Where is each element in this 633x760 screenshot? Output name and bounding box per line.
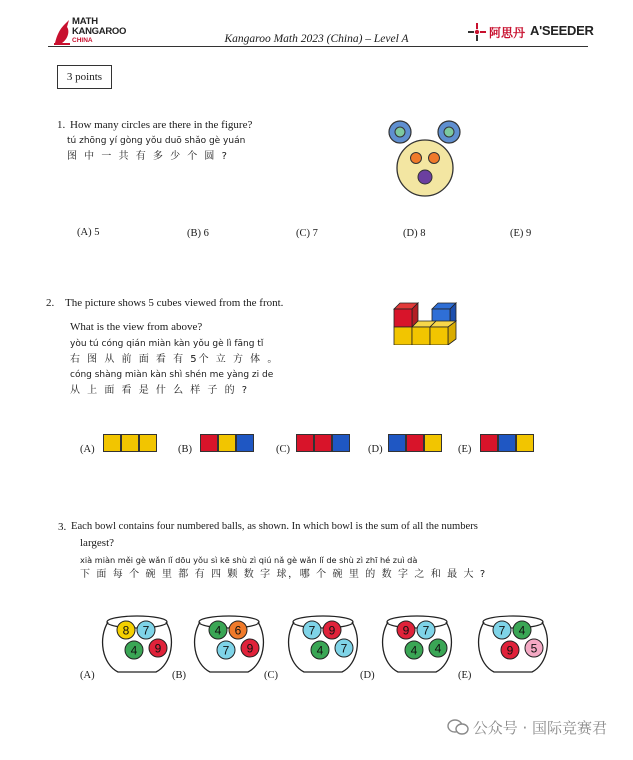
logo-right-cn: 阿思丹: [489, 26, 526, 40]
watermark: [447, 717, 607, 738]
points-label: 3 points: [57, 65, 112, 89]
q1-number: 1.: [57, 119, 66, 131]
q3-option-c-label[interactable]: (C): [264, 670, 278, 681]
mouth-circle: [418, 170, 432, 184]
ball-number: 9: [246, 641, 254, 656]
q2-option-e-strip[interactable]: [480, 434, 534, 452]
q3-option-b-label[interactable]: (B): [172, 670, 186, 681]
ball-number: 7: [498, 623, 506, 638]
q1-option-a[interactable]: (A) 5: [77, 227, 100, 238]
q1-pinyin: tú zhōng yí gòng yǒu duō shǎo gè yuán: [67, 136, 246, 146]
ball-number: 7: [422, 623, 430, 638]
strip-cell: [406, 434, 424, 452]
q3-option-d-label[interactable]: (D): [360, 670, 375, 681]
strip-cell: [332, 434, 350, 452]
ball-number: 4: [410, 643, 418, 658]
strip-cell: [498, 434, 516, 452]
q2-option-d-label[interactable]: (D): [368, 444, 383, 455]
q2-cubes-figure: [392, 301, 462, 345]
strip-cell: [388, 434, 406, 452]
ball-number: 9: [154, 641, 162, 656]
q3-bowl-e[interactable]: [474, 612, 552, 678]
aseeder-logo: [468, 22, 598, 42]
ball-number: 7: [340, 641, 348, 656]
q3-number: 3.: [58, 521, 67, 533]
q2-option-b-strip[interactable]: [200, 434, 254, 452]
ball-number: 4: [518, 623, 526, 638]
ball-number: 7: [142, 623, 150, 638]
q3-pinyin: xià miàn měi gè wǎn lǐ dōu yǒu sì kē shù zì qiú nǎ gè wǎn lǐ de shù zì zhī hé zuì dà: [80, 555, 418, 565]
ball-number: 9: [506, 643, 514, 658]
q3-bowl-c[interactable]: [284, 612, 362, 678]
q1-text: How many circles are there in the figure?: [70, 119, 253, 131]
q1-option-b[interactable]: (B) 6: [187, 228, 209, 239]
strip-cell: [314, 434, 332, 452]
ball-number: 7: [308, 623, 316, 638]
logo-line2: KANGAROO: [72, 26, 127, 37]
q2-hanzi2: 从 上 面 看 是 什 么 样 子 的 ?: [70, 385, 250, 396]
ball-number: 8: [122, 623, 130, 638]
q1-option-c[interactable]: (C) 7: [296, 228, 318, 239]
q1-hanzi: 图 中 一 共 有 多 少 个 圆 ?: [67, 151, 229, 162]
q2-option-a-strip[interactable]: [103, 434, 157, 452]
q1-option-e[interactable]: (E) 9: [510, 228, 532, 239]
logo-line3: CHINA: [72, 37, 93, 44]
right-ear-inner-circle: [444, 127, 454, 137]
strip-cell: [121, 434, 139, 452]
ball-number: 9: [328, 623, 336, 638]
q2-number: 2.: [46, 297, 55, 309]
wechat-icon: [447, 719, 469, 735]
q3-bowl-b[interactable]: [190, 612, 268, 678]
q2-option-b-label[interactable]: (B): [178, 444, 192, 455]
q2-option-c-strip[interactable]: [296, 434, 350, 452]
q2-pinyin1: yòu tú cóng qián miàn kàn yǒu gè lì fāng tǐ: [70, 339, 264, 349]
left-eye-circle: [411, 153, 422, 164]
q3-bowl-d[interactable]: [378, 612, 456, 678]
strip-cell: [296, 434, 314, 452]
top-cube: [394, 303, 418, 327]
strip-cell: [236, 434, 254, 452]
q1-figure: [378, 114, 474, 200]
ball-number: 9: [402, 623, 410, 638]
ball-number: 4: [130, 643, 138, 658]
ball-number: 4: [316, 643, 324, 658]
big-face-circle: [397, 140, 453, 196]
logo-right-en: A'SEEDER: [530, 23, 594, 38]
watermark-text: 公众号 · 国际竞赛君: [472, 719, 607, 737]
q1-option-d[interactable]: (D) 8: [403, 228, 426, 239]
q2-hanzi1: 右 图 从 前 面 看 有 5个 立 方 体 。: [70, 354, 280, 365]
q3-text2: largest?: [80, 537, 115, 549]
strip-cell: [480, 434, 498, 452]
q2-option-d-strip[interactable]: [388, 434, 442, 452]
q3-option-a-label[interactable]: (A): [80, 670, 95, 681]
q3-text: Each bowl contains four numbered balls, as shown. In which bowl is the sum of all the numbers: [71, 521, 478, 532]
strip-cell: [516, 434, 534, 452]
q2-text2: What is the view from above?: [70, 321, 203, 333]
strip-cell: [218, 434, 236, 452]
header-rule: [48, 46, 588, 47]
q2-option-a-label[interactable]: (A): [80, 444, 95, 455]
q2-option-c-label[interactable]: (C): [276, 444, 290, 455]
logo-line1: MATH: [72, 16, 98, 27]
ball-number: 5: [530, 641, 538, 656]
q3-bowl-a[interactable]: [98, 612, 176, 678]
ball-number: 6: [234, 623, 242, 638]
strip-cell: [103, 434, 121, 452]
left-ear-inner-circle: [395, 127, 405, 137]
strip-cell: [424, 434, 442, 452]
aseeder-icon: [468, 23, 486, 41]
ball-number: 4: [434, 641, 442, 656]
strip-cell: [139, 434, 157, 452]
q3-hanzi: 下 面 每 个 碗 里 都 有 四 颗 数 字 球，哪 个 碗 里 的 数 字 之 和 最 大 ?: [80, 569, 487, 580]
ball-number: 7: [222, 643, 230, 658]
q2-pinyin2: cóng shàng miàn kàn shì shén me yàng zi de: [70, 370, 274, 380]
q2-text: The picture shows 5 cubes viewed from the front.: [65, 297, 284, 309]
ball-number: 4: [214, 623, 222, 638]
q3-option-e-label[interactable]: (E): [458, 670, 472, 681]
right-eye-circle: [429, 153, 440, 164]
strip-cell: [200, 434, 218, 452]
page-title: Kangaroo Math 2023 (China) – Level A: [224, 33, 409, 45]
q2-option-e-label[interactable]: (E): [458, 444, 472, 455]
q3-bowls: [80, 612, 550, 692]
